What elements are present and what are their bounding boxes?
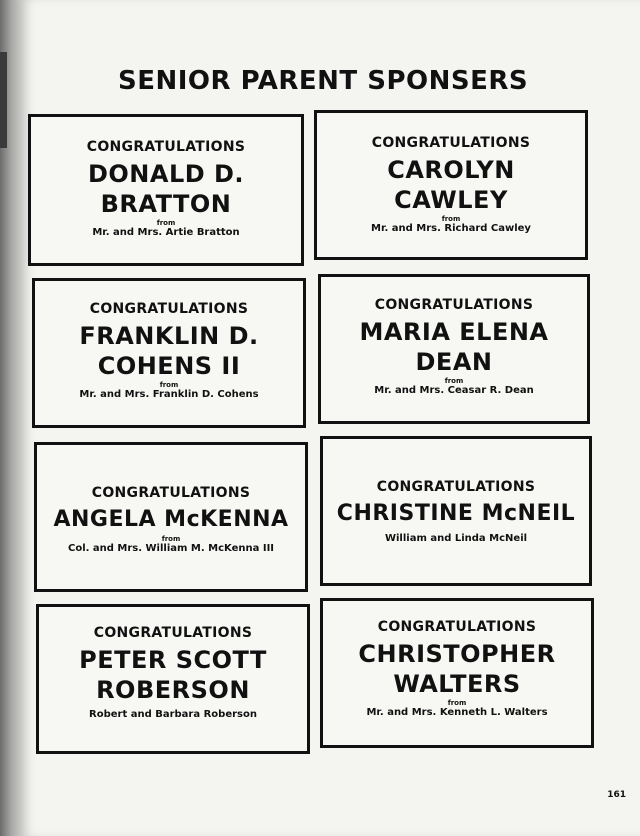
- sponsor-parents: Mr. and Mrs. Kenneth L. Walters: [366, 707, 548, 718]
- from-label: from: [447, 699, 467, 707]
- sponsor-card: [34, 442, 308, 592]
- from-label: from: [159, 381, 179, 389]
- sponsor-parents: Mr. and Mrs. Richard Cawley: [371, 223, 531, 234]
- binding-mark: [0, 52, 7, 148]
- senior-name-line-2: CAWLEY: [394, 186, 508, 214]
- senior-name-line-1: PETER SCOTT: [79, 646, 267, 674]
- congratulations-label: CONGRATULATIONS: [89, 301, 249, 317]
- senior-name-line-2: ROBERSON: [96, 676, 250, 704]
- senior-name-line-1: CAROLYN: [387, 156, 515, 184]
- yearbook-page: [22, 0, 640, 836]
- sponsor-parents: Col. and Mrs. William M. McKenna III: [67, 543, 275, 554]
- congratulations-label: CONGRATULATIONS: [371, 135, 531, 151]
- senior-name-line-2: DEAN: [415, 348, 493, 376]
- from-label: from: [156, 219, 176, 227]
- senior-name-line-2: COHENS II: [97, 352, 241, 380]
- sponsor-parents: Mr. and Mrs. Artie Bratton: [92, 227, 240, 238]
- sponsor-card: [318, 274, 590, 424]
- sponsor-card: [36, 604, 310, 754]
- congratulations-label: CONGRATULATIONS: [91, 485, 251, 501]
- congratulations-label: CONGRATULATIONS: [93, 625, 253, 641]
- sponsor-card: [32, 278, 306, 428]
- senior-name-line-1: FRANKLIN D.: [79, 322, 259, 350]
- senior-name-line-1: CHRISTINE McNEIL: [336, 501, 576, 526]
- sponsor-parents: Robert and Barbara Roberson: [89, 709, 257, 720]
- sponsor-card: [320, 598, 594, 748]
- page-title: SENIOR PARENT SPONSERS: [118, 66, 529, 96]
- senior-name-line-1: CHRISTOPHER: [358, 640, 556, 668]
- sponsor-card: [320, 436, 592, 586]
- from-label: from: [444, 377, 464, 385]
- sponsor-card: [314, 110, 588, 260]
- senior-name-line-1: DONALD D.: [87, 160, 245, 188]
- congratulations-label: CONGRATULATIONS: [376, 479, 536, 495]
- sponsor-parents: Mr. and Mrs. Ceasar R. Dean: [374, 385, 534, 396]
- congratulations-label: CONGRATULATIONS: [374, 297, 534, 313]
- sponsor-card: [28, 114, 304, 266]
- sponsor-parents: William and Linda McNeil: [384, 533, 528, 544]
- senior-name-line-2: BRATTON: [100, 190, 232, 218]
- from-label: from: [161, 535, 181, 543]
- from-label: from: [441, 215, 461, 223]
- congratulations-label: CONGRATULATIONS: [86, 139, 246, 155]
- congratulations-label: CONGRATULATIONS: [377, 619, 537, 635]
- page-number: 161: [607, 790, 626, 800]
- sponsor-parents: Mr. and Mrs. Franklin D. Cohens: [79, 389, 259, 400]
- senior-name-line-1: ANGELA McKENNA: [53, 507, 289, 532]
- senior-name-line-2: WALTERS: [393, 670, 521, 698]
- senior-name-line-1: MARIA ELENA: [359, 318, 549, 346]
